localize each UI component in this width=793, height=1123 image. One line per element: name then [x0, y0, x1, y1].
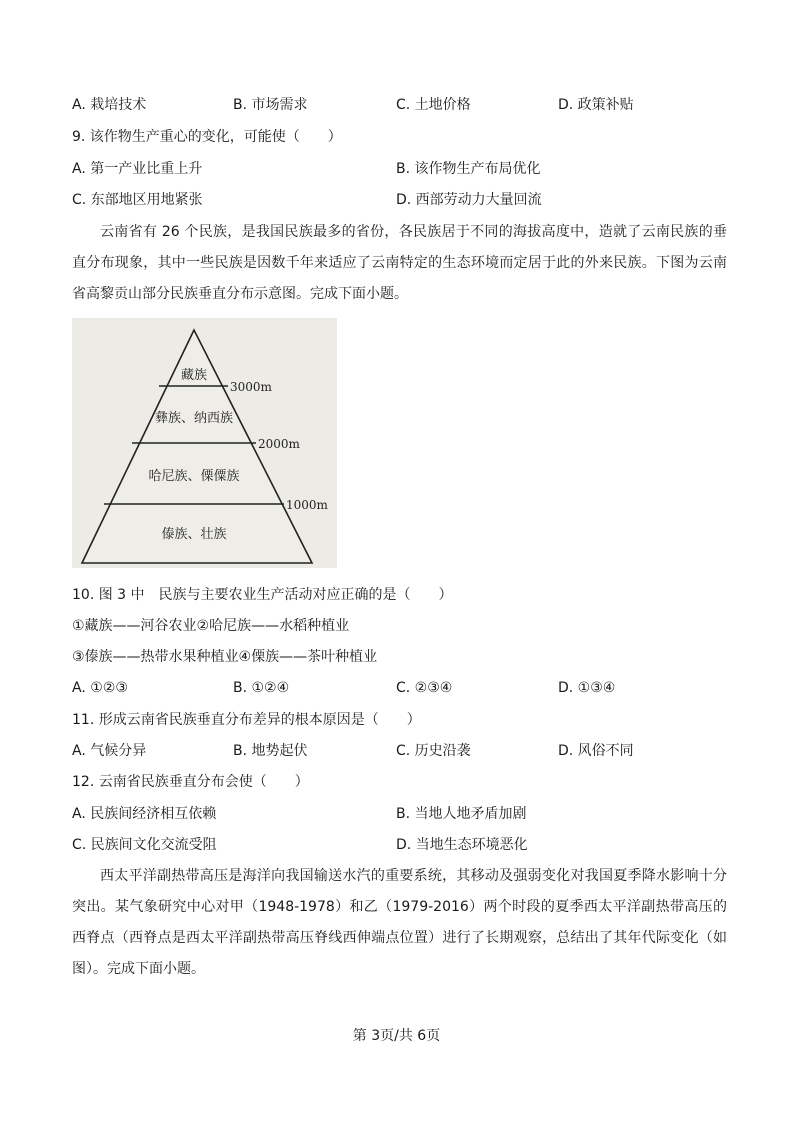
q9-option-d: D. 西部劳动力大量回流 — [396, 192, 542, 208]
q12-option-b: B. 当地人地矛盾加剧 — [396, 806, 527, 822]
q8-option-b: B. 市场需求 — [233, 97, 308, 113]
q11-option-d: D. 风俗不同 — [558, 743, 634, 759]
q9-option-a: A. 第一产业比重上升 — [72, 161, 203, 177]
q10-option-a: A. ①②③ — [72, 680, 128, 696]
q8-option-c: C. 土地价格 — [396, 97, 471, 113]
q10-option-b: B. ①②④ — [233, 680, 290, 696]
q11-option-b: B. 地势起伏 — [233, 743, 308, 759]
q9-option-c: C. 东部地区用地紧张 — [72, 192, 203, 208]
q12-stem: 12. 云南省民族垂直分布会使（ ） — [72, 774, 309, 790]
q12-option-c: C. 民族间文化交流受阻 — [72, 837, 217, 853]
q10-option-c: C. ②③④ — [396, 680, 453, 696]
elevation-label-1000: 1000m — [286, 498, 328, 512]
q8-option-d: D. 政策补贴 — [558, 97, 634, 113]
q12-option-a: A. 民族间经济相互依赖 — [72, 806, 217, 822]
q10-statement-2: ③傣族——热带水果种植业④傈族——茶叶种植业 — [72, 649, 378, 665]
q11-option-a: A. 气候分异 — [72, 743, 147, 759]
ethnic-distribution-figure — [72, 318, 337, 568]
page-number-footer: 第 3页/共 6页 — [352, 1028, 441, 1044]
passage-yunnan: 云南省有 26 个民族，是我国民族最多的省份，各民族居于不同的海拔高度中，造就了云南民族的垂直分布现象，其中一些民族是因数千年来适应了云南特定的生态环境而定居于此的外来民族。下图为云南省高黎贡山部分民族垂直分布示意图。完成下面小题。 — [72, 224, 727, 302]
q11-stem: 11. 形成云南省民族垂直分布差异的根本原因是（ ） — [72, 712, 421, 728]
elevation-label-3000: 3000m — [230, 380, 272, 394]
layer-label-1: 藏族 — [180, 368, 208, 383]
q11-option-c: C. 历史沿袭 — [396, 743, 471, 759]
q9-stem: 9. 该作物生产重心的变化，可能使（ ） — [72, 129, 342, 145]
q9-option-b: B. 该作物生产布局优化 — [396, 161, 541, 177]
layer-label-4: 傣族、壮族 — [161, 527, 227, 542]
q10-stem: 10. 图 3 中 民族与主要农业生产活动对应正确的是（ ） — [72, 587, 453, 603]
elevation-label-2000: 2000m — [258, 437, 300, 451]
pyramid-diagram — [72, 318, 337, 568]
layer-label-3: 哈尼族、傈僳族 — [148, 469, 240, 484]
q8-option-a: A. 栽培技术 — [72, 97, 147, 113]
q12-option-d: D. 当地生态环境恶化 — [396, 837, 528, 853]
q10-statement-1: ①藏族——河谷农业②哈尼族——水稻种植业 — [72, 618, 350, 634]
passage-subtropical-high: 西太平洋副热带高压是海洋向我国输送水汽的重要系统，其移动及强弱变化对我国夏季降水影响十分突出。某气象研究中心对甲（1948-1978）和乙（1979-2016）两个时段的夏季西太平洋副热带高压的西脊点（西脊点是西太平洋副热带高压脊线西伸端点位置）进行了长期观察，总结出了其年代际变化（如图）。完成下面小题。 — [72, 868, 727, 977]
q10-option-d: D. ①③④ — [558, 680, 616, 696]
layer-label-2: 彝族、纳西族 — [154, 411, 234, 426]
